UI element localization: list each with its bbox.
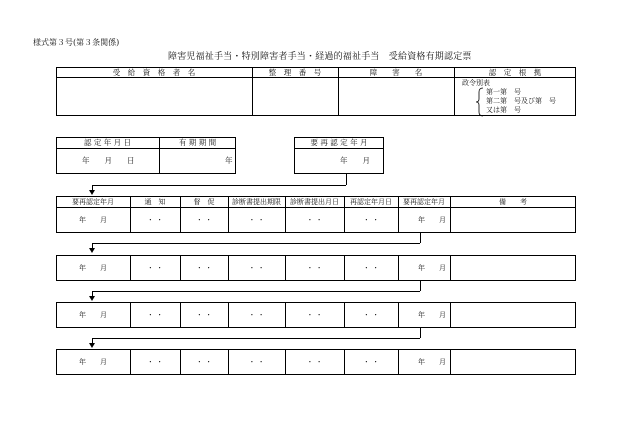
- basis-line: 政令別表: [462, 79, 490, 87]
- cert-date-value: 年 月 日: [82, 156, 135, 165]
- history-cell-recert: 年 月: [79, 264, 107, 272]
- history-cell-next-recert: 年 月: [418, 311, 446, 319]
- recert-box-divider: [294, 148, 384, 149]
- history-cell-diag-date: ・ ・: [306, 216, 323, 224]
- history-cell-recert: 年 月: [79, 216, 107, 224]
- history-cell-recert-date: ・ ・: [362, 216, 380, 224]
- history-cell-next-recert: 年 月: [418, 216, 446, 224]
- period-value: 年: [225, 156, 233, 165]
- history-cell-notice: ・ ・: [146, 264, 164, 272]
- arrow-down-icon: [89, 343, 95, 348]
- arrow-down-icon: [89, 190, 95, 195]
- period-header: 有 期 期 間: [178, 138, 217, 147]
- cert-box-divider: [56, 148, 236, 149]
- history-cell-deadline: ・ ・: [248, 311, 265, 319]
- connector-line: [92, 338, 420, 339]
- history-cell-notice: ・ ・: [146, 358, 164, 366]
- connector-line: [92, 243, 420, 244]
- history-cell-diag-date: ・ ・: [306, 264, 323, 272]
- history-cell-recert-date: ・ ・: [362, 264, 380, 272]
- basis-line: 第二第 号及び第 号: [486, 97, 556, 105]
- connector-line: [420, 328, 421, 338]
- col-header-certification-basis: 認 定 根 拠: [488, 67, 542, 77]
- form-number: 様式第３号(第３条関係): [33, 38, 120, 47]
- history-header-remarks: 備 考: [499, 197, 527, 206]
- col-header-recipient-name: 受 給 資 格 者 名: [112, 67, 196, 77]
- history-cell-recert: 年 月: [79, 358, 107, 366]
- basis-line: 第一第 号: [486, 88, 521, 96]
- connector-line: [346, 174, 347, 185]
- history-cell-recert: 年 月: [79, 311, 107, 319]
- history-header-next-recert: 要再認定年月: [403, 197, 445, 206]
- history-header-notice: 通 知: [144, 197, 166, 206]
- history-cell-deadline: ・ ・: [248, 264, 265, 272]
- history-cell-notice: ・ ・: [146, 216, 164, 224]
- history-cell-recert-date: ・ ・: [362, 358, 380, 366]
- arrow-down-icon: [89, 296, 95, 301]
- recert-value: 年 月: [340, 156, 370, 165]
- history-cell-reminder: ・ ・: [195, 358, 213, 366]
- history-cell-deadline: ・ ・: [248, 358, 265, 366]
- history-header-recert-date: 再認定年月日: [350, 197, 392, 206]
- history-cell-next-recert: 年 月: [418, 264, 446, 272]
- history-header-diagnosis-deadline: 診断書提出期限: [232, 197, 281, 206]
- col-header-reference-number: 整 理 番 号: [268, 67, 322, 77]
- page-title: 障害児福祉手当・特別障害者手当・経過的福祉手当 受給資格有期認定票: [168, 52, 472, 62]
- cert-date-header: 認 定 年 月 日: [83, 138, 132, 147]
- history-cell-deadline: ・ ・: [248, 216, 265, 224]
- arrow-down-icon: [89, 248, 95, 253]
- history-cell-reminder: ・ ・: [195, 216, 213, 224]
- connector-line: [92, 185, 346, 186]
- connector-line: [92, 291, 420, 292]
- history-cell-reminder: ・ ・: [195, 311, 213, 319]
- connector-line: [420, 233, 421, 243]
- history-header-diagnosis-date: 診断書提出月日: [290, 197, 339, 206]
- history-cell-diag-date: ・ ・: [306, 358, 323, 366]
- history-header-reminder: 督 促: [193, 197, 215, 206]
- history-col-divider: [450, 349, 451, 375]
- history-col-divider: [450, 255, 451, 281]
- history-col-divider: [450, 302, 451, 328]
- history-cell-reminder: ・ ・: [195, 264, 213, 272]
- history-cell-notice: ・ ・: [146, 311, 164, 319]
- history-cell-next-recert: 年 月: [418, 358, 446, 366]
- basis-line: 又は第 号: [486, 106, 521, 114]
- connector-line: [420, 281, 421, 291]
- history-header-recert: 要再認定年月: [72, 197, 114, 206]
- history-cell-recert-date: ・ ・: [362, 311, 380, 319]
- col-header-disability-name: 障 害 名: [369, 67, 423, 77]
- history-cell-diag-date: ・ ・: [306, 311, 323, 319]
- brace-icon: [476, 88, 484, 116]
- recert-header: 要 再 認 定 年 月: [310, 138, 368, 147]
